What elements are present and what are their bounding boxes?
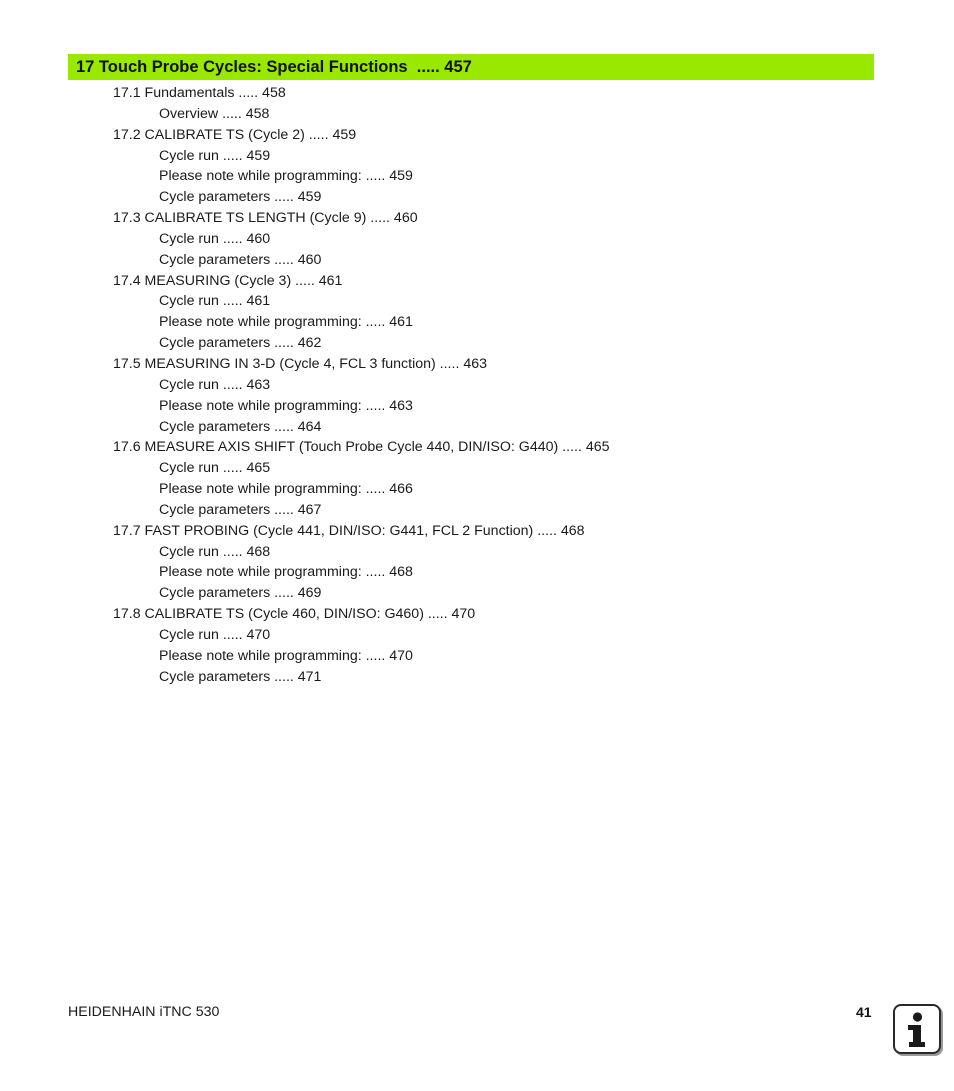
toc-entry[interactable]: Cycle parameters ..... 460 bbox=[159, 251, 322, 268]
toc-section-17-3[interactable]: 17.3 CALIBRATE TS LENGTH (Cycle 9) ..... 460 bbox=[113, 210, 418, 227]
toc-entry[interactable]: Cycle run ..... 468 bbox=[159, 543, 271, 560]
toc-entry[interactable]: Overview ..... 458 bbox=[159, 105, 270, 122]
toc-entry[interactable]: Cycle run ..... 459 bbox=[159, 147, 271, 164]
toc-entry[interactable]: Cycle parameters ..... 469 bbox=[159, 585, 322, 602]
toc-section-17-4[interactable]: 17.4 MEASURING (Cycle 3) ..... 461 bbox=[113, 272, 343, 289]
chapter-title: 17 Touch Probe Cycles: Special Functions ..... 457 bbox=[76, 57, 472, 76]
toc-entry[interactable]: Cycle run ..... 470 bbox=[159, 626, 271, 643]
toc-entry[interactable]: Cycle parameters ..... 462 bbox=[159, 335, 322, 352]
toc-entry[interactable]: Please note while programming: ..... 466 bbox=[159, 481, 413, 498]
toc-entry[interactable]: Cycle run ..... 465 bbox=[159, 460, 271, 477]
toc-section-17-8[interactable]: 17.8 CALIBRATE TS (Cycle 460, DIN/ISO: G460) ..... 470 bbox=[113, 606, 476, 623]
info-glyph bbox=[895, 1006, 939, 1052]
table-of-contents bbox=[0, 83, 954, 687]
toc-section-17-1[interactable]: 17.1 Fundamentals ..... 458 bbox=[113, 85, 286, 101]
info-icon[interactable] bbox=[893, 1004, 941, 1054]
toc-entry[interactable]: Please note while programming: ..... 463 bbox=[159, 397, 413, 414]
toc-entry[interactable]: Cycle parameters ..... 471 bbox=[159, 668, 322, 685]
toc-entry[interactable]: Cycle run ..... 460 bbox=[159, 230, 271, 247]
toc-entry[interactable]: Please note while programming: ..... 459 bbox=[159, 168, 413, 185]
toc-section-17-2[interactable]: 17.2 CALIBRATE TS (Cycle 2) ..... 459 bbox=[113, 126, 357, 143]
toc-section-17-6[interactable]: 17.6 MEASURE AXIS SHIFT (Touch Probe Cycle 440, DIN/ISO: G440) ..... 465 bbox=[113, 439, 610, 456]
toc-section-17-7[interactable]: 17.7 FAST PROBING (Cycle 441, DIN/ISO: G441, FCL 2 Function) ..... 468 bbox=[113, 522, 585, 539]
toc-entry[interactable]: Cycle parameters ..... 467 bbox=[159, 501, 322, 518]
toc-section-17-5[interactable]: 17.5 MEASURING IN 3-D (Cycle 4, FCL 3 function) ..... 463 bbox=[113, 355, 487, 372]
toc-entry[interactable]: Cycle run ..... 463 bbox=[159, 376, 271, 393]
page-number: 41 bbox=[856, 1004, 872, 1020]
toc-entry[interactable]: Cycle parameters ..... 459 bbox=[159, 189, 322, 206]
footer-product-name: HEIDENHAIN iTNC 530 bbox=[68, 1004, 220, 1020]
toc-entry[interactable]: Cycle parameters ..... 464 bbox=[159, 418, 322, 435]
toc-entry[interactable]: Please note while programming: ..... 461 bbox=[159, 314, 413, 331]
toc-entry[interactable]: Cycle run ..... 461 bbox=[159, 293, 271, 310]
chapter-header-bar bbox=[68, 54, 874, 80]
toc-entry[interactable]: Please note while programming: ..... 470 bbox=[159, 647, 413, 664]
toc-entry[interactable]: Please note while programming: ..... 468 bbox=[159, 564, 413, 581]
